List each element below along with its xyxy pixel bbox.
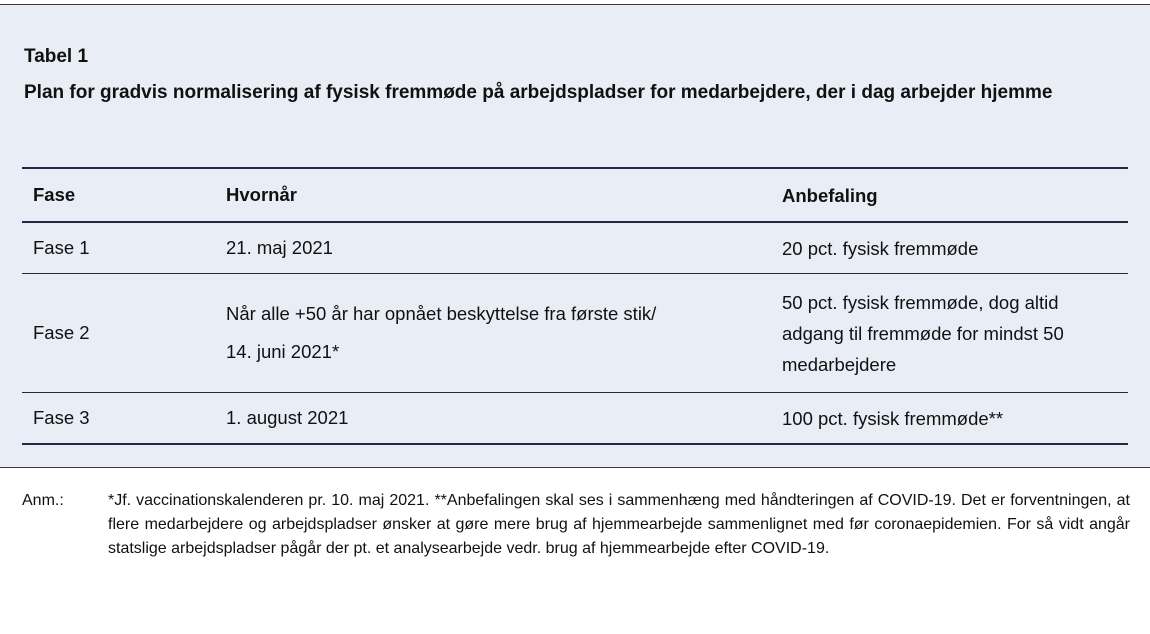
cell-hvornaar: Når alle +50 år har opnået beskyttelse fra første stik/ 14. juni 2021*: [226, 303, 657, 362]
column-header-hvornaar: Hvornår: [226, 184, 297, 205]
cell-hvornaar: 1. august 2021: [226, 407, 349, 428]
column-header-anbefaling: Anbefaling: [782, 184, 878, 206]
cell-fase: Fase 2: [33, 322, 90, 343]
table-panel: [0, 4, 1150, 468]
table-label: Tabel 1: [24, 46, 89, 67]
cell-hvornaar: 21. maj 2021: [226, 237, 333, 258]
note-text: *Jf. vaccinationskalenderen pr. 10. maj 2021. **Anbefalingen skal ses i sammenhæng med håndteringen af COVID-19. Det er forventningen, at flere medarbejdere og arbejdspladser ønsker at gøre mere brug af hjemmearbejde sammenlignet med før coronaepidemien. For så vidt angår statslige arbejdspladser pågår der pt. et analysearbejde vedr. brug af hjemmearbejde efter COVID-19.: [108, 492, 1130, 557]
cell-anbefaling: 100 pct. fysisk fremmøde**: [782, 407, 1004, 429]
table-row: [22, 273, 1128, 392]
cell-anbefaling: 20 pct. fysisk fremmøde: [782, 237, 979, 259]
cell-fase: Fase 3: [33, 407, 90, 428]
note-label: Anm.:: [22, 492, 64, 509]
table-title: Plan for gradvis normalisering af fysisk fremmøde på arbejdspladser for medarbejdere, der i dag arbejder hjemme: [24, 82, 1053, 103]
cell-anbefaling: 50 pct. fysisk fremmøde, dog altid adgang til fremmøde for mindst 50 medarbejdere: [782, 291, 1064, 375]
table-row: [22, 223, 1128, 273]
table-header-row: [22, 169, 1128, 223]
data-table: [22, 167, 1128, 445]
column-header-fase: Fase: [33, 184, 76, 205]
table-row: [22, 392, 1128, 443]
cell-fase: Fase 1: [33, 237, 90, 258]
